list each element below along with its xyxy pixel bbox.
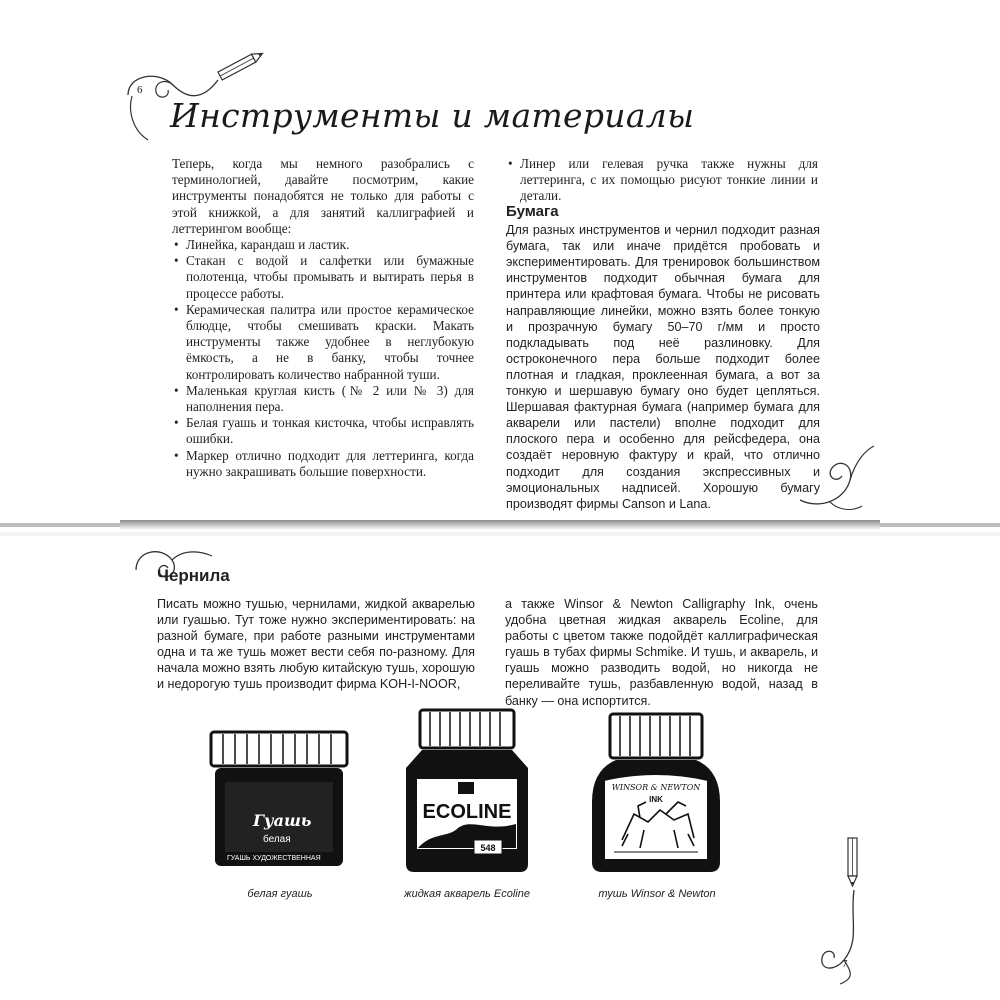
decorative-swirl-icon — [790, 440, 880, 520]
paper-paragraph: Для разных инструментов и чернил подходит разная бумага, так или иначе придётся пробовать и экспериментировать. Для тренировок большинством инструментов подходит обычная бумага для принтера или крафтовая бумага. Чтобы не рисовать направляющие линейки, можно взять более тонкую и прозрачную бумагу 50–70 г/мм и просто подкладывать под неё разлиновку. Для остроконечного пера больше подходит более плотная и гладкая, проклеенная бумага, а вот за тонкую и шершавую бумагу оно будет цепляться. Шершавая фактурная бумага (например бумага для акварели или пастели) вполне подходит для плоского пера и особенно для рейсфедера, она создаёт неровную фактуру и край, что отлично подходит для создания экспрессивных и эмоциональных надписей. Хорошую бумагу производят фирмы Canson и Lana. — [506, 223, 820, 511]
list-item: • Маркер отлично подходит для леттеринга, когда нужно закрашивать большие поверхности. — [172, 448, 474, 480]
page-number-right: 7 — [842, 958, 848, 970]
paper-heading: Бумага — [506, 203, 559, 220]
caption-gouache: белая гуашь — [247, 888, 313, 900]
right-column — [506, 156, 818, 205]
list-item: • Линер или гелевая ручка также нужны для леттеринга, с их помощью рисуют тонкие линии и детали. — [506, 156, 818, 205]
caption-ink: тушь Winsor & Newton — [598, 888, 716, 900]
ink-paragraph-right: а также Winsor & Newton Calligraphy Ink, очень удобна цветная жидкая акварель Ecoline, для работы с цветом также подойдёт каллиграфическая гуашь в тубах фирмы Schmike. И тушь, и акварель, и гуашь можно разводить водой, но никогда не переливайте тушь, разбавленную водой, назад в банку — она испортится. — [505, 597, 818, 708]
page-fold-shadow — [120, 520, 880, 530]
ink-sublabel: INK — [649, 795, 663, 804]
paper-section — [506, 204, 820, 512]
ink-brand: WINSOR & NEWTON — [611, 783, 701, 792]
ink-text-left — [157, 596, 475, 693]
list-item: • Маленькая круглая кисть (№ 2 или № 3) для наполнения пера. — [172, 383, 474, 415]
ink-text-right — [505, 596, 818, 709]
list-item: • Стакан с водой и салфетки или бумажные полотенца, чтобы промывать и вытирать перья в процессе работы. — [172, 253, 474, 302]
caption-ecoline: жидкая акварель Ecoline — [404, 888, 530, 900]
ecoline-bottle-icon — [392, 706, 542, 876]
ecoline-number: 548 — [480, 843, 496, 853]
gouache-sublabel: белая — [263, 834, 291, 845]
list-item: • Белая гуашь и тонкая кисточка, чтобы исправлять ошибки. — [172, 415, 474, 447]
gouache-jar-icon — [205, 726, 355, 876]
intro-paragraph: Теперь, когда мы немного разобрались с терминологией, давайте посмотрим, какие инструменты понадобятся не только для работы с этой книжкой, а для занятий каллиграфией и леттерингом вообще: — [172, 156, 474, 236]
ink-paragraph-left: Писать можно тушью, чернилами, жидкой акварелью или гуашью. Тут тоже нужно экспериментировать: на разной бумаге, при работе разными инструментами одна и та же тушь может вести себя по-разному. Для начала можно взять любую китайскую тушь, хорошую и недорогую тушь производит фирма KOH-I-NOOR, — [157, 597, 475, 692]
ecoline-label: ECOLINE — [422, 801, 512, 823]
page-title: Инструменты и материалы — [170, 96, 695, 135]
tools-list — [172, 237, 474, 480]
page-number-left: 6 — [137, 84, 143, 96]
decorative-pencil-swirl-icon — [800, 830, 880, 990]
list-item: • Керамическая палитра или простое керамическое блюдце, чтобы смешивать краски. Макать инструменты также удобнее в неглубокую ёмкость, а не в банку, чтобы точнее контролировать количество набранной туши. — [172, 302, 474, 383]
gouache-footer: ГУАШЬ ХУДОЖЕСТВЕННАЯ — [227, 855, 321, 862]
gouache-label: Гуашь — [253, 811, 312, 830]
ink-heading: Чернила — [157, 566, 230, 585]
ink-bottle-icon — [582, 710, 732, 876]
tools-list-continued — [506, 156, 818, 205]
list-item: • Линейка, карандаш и ластик. — [172, 237, 474, 253]
left-column — [172, 156, 474, 480]
